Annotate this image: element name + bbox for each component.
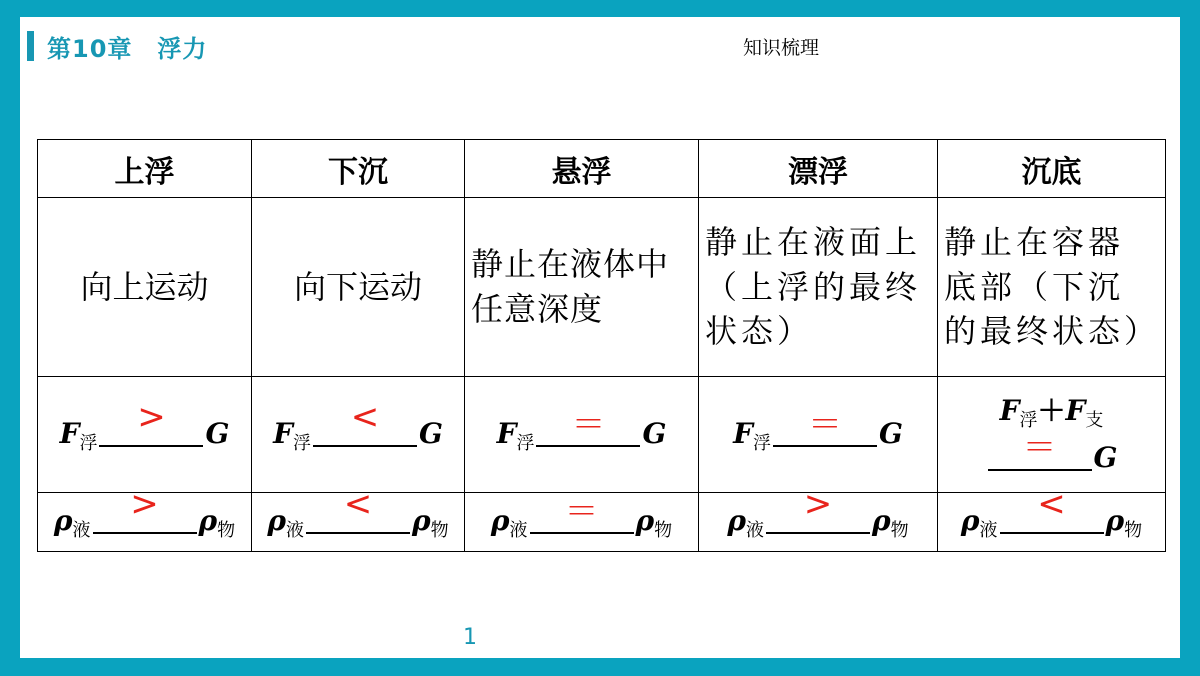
- density-symbol: ρ: [727, 504, 746, 537]
- density-symbol: ρ: [1105, 504, 1125, 537]
- chapter-title: 第10章 浮力: [47, 35, 208, 63]
- density-answer: ＝: [564, 492, 599, 532]
- force-answer: <: [350, 396, 380, 437]
- object-subscript: 物: [217, 520, 236, 541]
- object-subscript: 物: [654, 520, 673, 541]
- force-answer: ＝: [1022, 427, 1057, 468]
- density-answer: >: [803, 484, 833, 524]
- column-header: 下沉: [252, 140, 465, 198]
- force-answer: ＝: [571, 404, 606, 445]
- answer-blank: [93, 484, 197, 534]
- force-symbol: F: [496, 416, 517, 450]
- gravity-symbol: G: [642, 416, 667, 450]
- answer-blank: [1000, 484, 1104, 534]
- column-header: 上浮: [38, 140, 252, 198]
- liquid-subscript: 液: [979, 520, 998, 541]
- gravity-symbol: G: [1093, 440, 1118, 474]
- chapter-accent-bar: [27, 31, 34, 61]
- object-subscript: 物: [890, 520, 909, 541]
- motion-description: 静止在液体中任意深度: [465, 198, 699, 377]
- section-title: 知识梳理: [743, 37, 820, 59]
- column-header: 沉底: [938, 140, 1166, 198]
- force-answer: >: [137, 396, 166, 437]
- density-symbol: ρ: [960, 504, 980, 537]
- answer-blank: [536, 404, 640, 447]
- buoyant-subscript: 浮: [79, 432, 98, 454]
- force-symbol: F: [273, 416, 293, 450]
- description-row: [38, 198, 1166, 377]
- liquid-subscript: 液: [509, 520, 528, 541]
- force-relation: [938, 377, 1166, 493]
- density-symbol: ρ: [198, 504, 218, 537]
- column-header: 悬浮: [465, 140, 699, 198]
- motion-description: 静止在容器底部（下沉的最终状态）: [938, 198, 1166, 377]
- answer-blank: [306, 484, 410, 534]
- density-relation: [252, 484, 465, 552]
- liquid-subscript: 液: [72, 520, 91, 541]
- answer-blank: [313, 396, 417, 447]
- force-symbol: F: [59, 416, 80, 450]
- page-number: 1: [463, 625, 477, 650]
- plus-sign: ＋: [1037, 393, 1066, 427]
- slide: [20, 17, 1180, 658]
- density-answer: <: [1037, 484, 1066, 524]
- liquid-subscript: 液: [746, 520, 764, 541]
- buoyancy-table: [37, 139, 1166, 552]
- answer-blank: [530, 492, 634, 534]
- gravity-symbol: G: [205, 416, 230, 450]
- gravity-symbol: G: [418, 416, 443, 450]
- answer-blank: [773, 404, 877, 447]
- density-symbol: ρ: [412, 504, 431, 537]
- buoyant-subscript: 浮: [516, 432, 535, 454]
- density-symbol: ρ: [490, 504, 510, 537]
- header-row: [38, 140, 1166, 198]
- liquid-subscript: 液: [286, 520, 304, 541]
- density-relation: [699, 484, 938, 552]
- density-symbol: ρ: [53, 504, 73, 537]
- answer-blank: [99, 396, 203, 447]
- density-relation: [465, 493, 699, 552]
- motion-description: 向上运动: [38, 198, 252, 377]
- object-subscript: 物: [1124, 520, 1143, 541]
- buoyant-subscript: 浮: [292, 432, 311, 454]
- density-symbol: ρ: [267, 504, 286, 537]
- density-symbol: ρ: [635, 504, 655, 537]
- motion-description: 静止在液面上（上浮的最终状态）: [699, 198, 938, 377]
- column-header: 漂浮: [699, 140, 938, 198]
- force-answer: ＝: [807, 404, 842, 445]
- force-symbol: F: [733, 416, 753, 450]
- answer-blank: [766, 484, 870, 534]
- motion-description: 向下运动: [252, 198, 465, 377]
- gravity-symbol: G: [878, 416, 903, 450]
- answer-blank: [988, 427, 1092, 471]
- force-row: [38, 377, 1166, 493]
- object-subscript: 物: [430, 520, 449, 541]
- density-relation: [38, 484, 252, 552]
- density-row: [38, 493, 1166, 552]
- force-symbol: F: [1065, 393, 1086, 427]
- density-symbol: ρ: [872, 504, 891, 537]
- force-relation: [38, 377, 252, 493]
- density-relation: [938, 484, 1166, 552]
- buoyant-subscript: 浮: [1019, 409, 1038, 431]
- force-relation: [465, 377, 699, 493]
- density-answer: <: [343, 484, 373, 524]
- force-symbol: F: [999, 393, 1020, 427]
- force-compare: [938, 427, 1165, 481]
- buoyant-subscript: 浮: [752, 432, 771, 454]
- support-subscript: 支: [1085, 409, 1104, 431]
- force-relation: [699, 377, 938, 493]
- density-answer: >: [130, 484, 159, 524]
- force-relation: [252, 377, 465, 493]
